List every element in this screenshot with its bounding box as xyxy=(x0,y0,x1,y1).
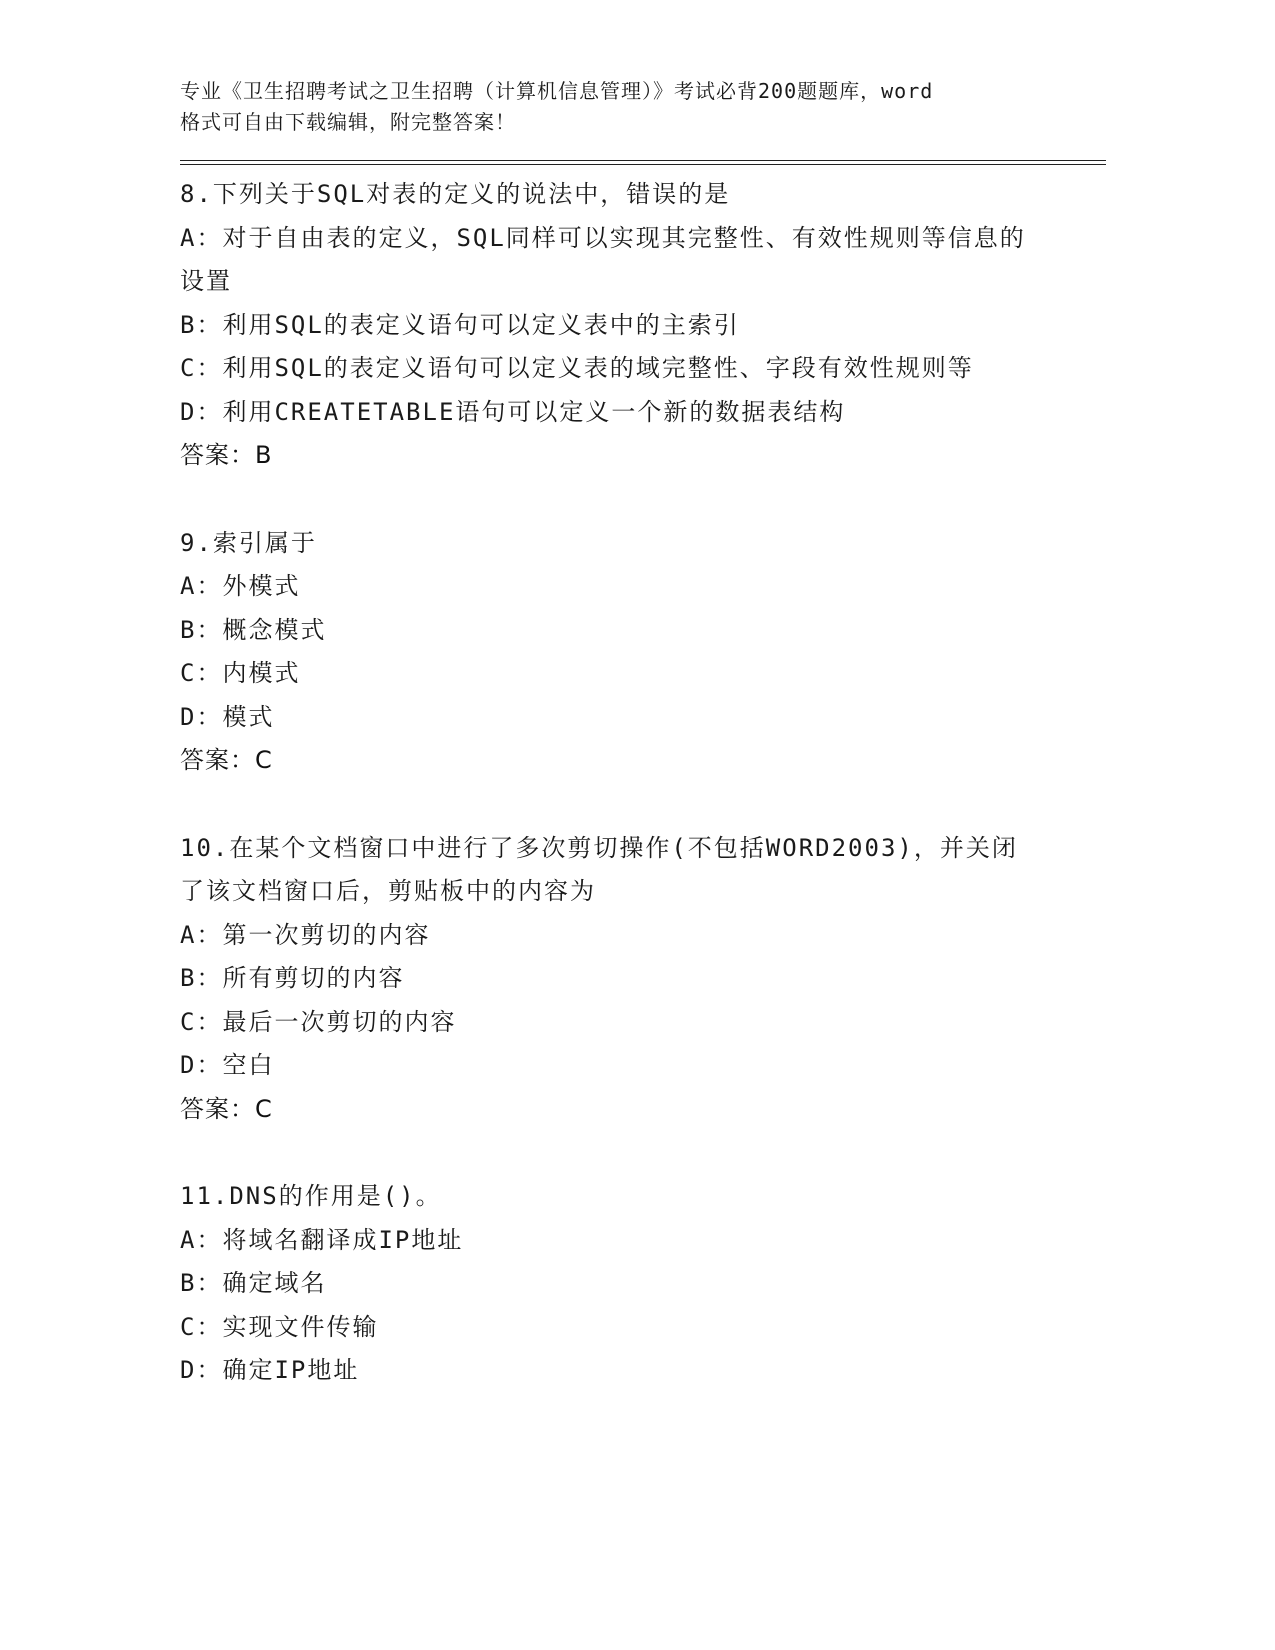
option-c xyxy=(180,347,1100,391)
option-letter: A： xyxy=(180,1225,223,1254)
option-text: 利用SQL的表定义语句可以定义表的域完整性、字段有效性规则等 xyxy=(222,354,974,382)
option-text: 概念模式 xyxy=(222,615,327,644)
option-letter: D： xyxy=(180,1356,223,1384)
option-text: 利用SQL的表定义语句可以定义表中的主索引 xyxy=(222,310,740,339)
option-text: 最后一次剪切的内容 xyxy=(222,1007,457,1036)
option-letter: D： xyxy=(180,397,223,426)
option-text: 空白 xyxy=(222,1051,275,1079)
question-9 xyxy=(180,522,1100,783)
question-list xyxy=(180,173,1100,1393)
option-letter: C： xyxy=(180,659,223,687)
option-text: 所有剪切的内容 xyxy=(222,964,405,992)
option-text: 外模式 xyxy=(222,572,301,600)
option-text: 利用CREATETABLE语句可以定义一个新的数据表结构 xyxy=(222,397,846,426)
option-letter: D： xyxy=(180,702,223,731)
option-a xyxy=(180,217,1040,304)
option-letter: A： xyxy=(180,223,223,252)
option-text: 内模式 xyxy=(222,659,301,687)
option-letter: B： xyxy=(180,310,223,339)
answer-label: 答案：B xyxy=(180,441,273,469)
question-stem: 10.在某个文档窗口中进行了多次剪切操作(不包括WORD2003)，并关闭了该文档窗口后，剪贴板中的内容为 xyxy=(180,833,1018,905)
option-text: 模式 xyxy=(222,702,275,731)
option-letter: B： xyxy=(180,615,223,644)
option-c xyxy=(180,652,1100,696)
answer-label: 答案：C xyxy=(180,746,273,774)
header-divider xyxy=(180,160,1106,165)
option-d xyxy=(180,1044,1100,1088)
option-letter: A： xyxy=(180,920,223,949)
question-8 xyxy=(180,173,1100,478)
option-a xyxy=(180,565,1100,609)
question-stem: 9.索引属于 xyxy=(180,528,317,557)
option-letter: C： xyxy=(180,354,223,382)
question-11 xyxy=(180,1175,1100,1393)
option-text: 实现文件传输 xyxy=(222,1312,379,1341)
option-a xyxy=(180,1219,1100,1263)
option-b xyxy=(180,1262,1100,1306)
option-text: 第一次剪切的内容 xyxy=(222,920,431,949)
option-letter: D： xyxy=(180,1051,223,1079)
option-d xyxy=(180,696,1100,740)
option-letter: A： xyxy=(180,572,223,600)
question-stem: 8.下列关于SQL对表的定义的说法中，错误的是 xyxy=(180,180,731,208)
option-a xyxy=(180,914,1100,958)
option-letter: C： xyxy=(180,1007,223,1036)
option-b xyxy=(180,957,1100,1001)
question-10 xyxy=(180,827,1100,1132)
option-c xyxy=(180,1306,1100,1350)
document-header xyxy=(180,76,1100,138)
option-d xyxy=(180,391,1100,435)
option-text: 确定域名 xyxy=(222,1269,327,1297)
option-text: 对于自由表的定义，SQL同样可以实现其完整性、有效性规则等信息的设置 xyxy=(180,223,1026,295)
question-stem: 11.DNS的作用是()。 xyxy=(180,1182,442,1210)
document-page xyxy=(180,76,1100,1437)
header-line-2: 格式可自由下载编辑，附完整答案！ xyxy=(180,110,516,134)
option-letter: B： xyxy=(180,1269,223,1297)
option-text: 将域名翻译成IP地址 xyxy=(222,1225,464,1254)
option-letter: B： xyxy=(180,964,223,992)
option-b xyxy=(180,304,1100,348)
option-d xyxy=(180,1349,1100,1393)
header-line-1: 专业《卫生招聘考试之卫生招聘（计算机信息管理）》考试必背200题题库，word xyxy=(180,79,934,103)
answer-label: 答案：C xyxy=(180,1094,273,1123)
option-c xyxy=(180,1001,1100,1045)
option-text: 确定IP地址 xyxy=(222,1356,360,1384)
option-letter: C： xyxy=(180,1312,223,1341)
option-b xyxy=(180,609,1100,653)
